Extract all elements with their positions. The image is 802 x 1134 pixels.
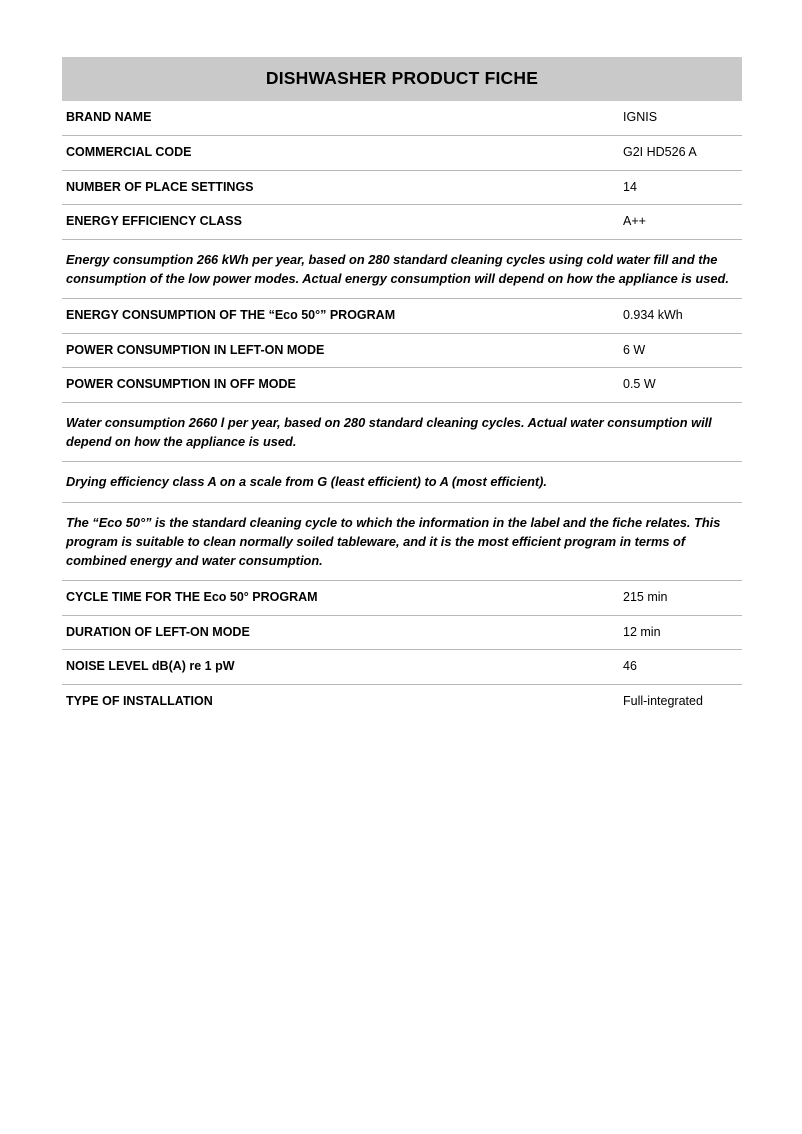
note-water-consumption: Water consumption 2660 l per year, based on 280 standard cleaning cycles. Actual water consumption will depend on how the appliance is used.	[62, 403, 742, 462]
page-title: DISHWASHER PRODUCT FICHE	[62, 57, 742, 101]
row-cycle-time-label: CYCLE TIME FOR THE Eco 50° PROGRAM	[66, 590, 318, 605]
row-noise-level	[62, 650, 742, 685]
row-commercial-code	[62, 136, 742, 171]
row-brand-name	[62, 101, 742, 136]
product-fiche-sheet	[62, 57, 742, 719]
note-drying-efficiency: Drying efficiency class A on a scale from G (least efficient) to A (most efficient).	[62, 462, 742, 502]
row-power-left-on-label: POWER CONSUMPTION IN LEFT-ON MODE	[66, 342, 325, 357]
row-energy-efficiency-class-label: ENERGY EFFICIENCY CLASS	[66, 214, 242, 229]
note-energy-consumption: Energy consumption 266 kWh per year, based on 280 standard cleaning cycles using cold water fill and the consumption of the low power modes. Actual energy consumption will depend on how the appliance is used.	[62, 240, 742, 299]
row-type-of-installation-value: Full-integrated	[623, 694, 703, 708]
row-type-of-installation-label: TYPE OF INSTALLATION	[66, 694, 213, 708]
row-brand-name-label: BRAND NAME	[66, 110, 152, 125]
row-power-left-on	[62, 334, 742, 369]
row-energy-consumption-eco50	[62, 299, 742, 334]
row-duration-left-on-value: 12 min	[623, 624, 661, 639]
row-cycle-time	[62, 581, 742, 616]
row-commercial-code-label: COMMERCIAL CODE	[66, 144, 192, 159]
fiche-body	[62, 101, 742, 718]
row-power-off-mode-value: 0.5 W	[623, 377, 656, 392]
row-energy-efficiency-class-value: A++	[623, 214, 646, 229]
row-power-off-mode-label: POWER CONSUMPTION IN OFF MODE	[66, 377, 296, 392]
row-place-settings-label: NUMBER OF PLACE SETTINGS	[66, 179, 254, 194]
note-eco50-description: The “Eco 50°” is the standard cleaning cycle to which the information in the label and the fiche relates. This program is suitable to clean normally soiled tableware, and it is the most efficient program in terms of combined energy and water consumption.	[62, 503, 742, 582]
row-duration-left-on	[62, 616, 742, 651]
row-power-off-mode	[62, 368, 742, 403]
row-energy-efficiency-class	[62, 205, 742, 240]
row-noise-level-label: NOISE LEVEL dB(A) re 1 pW	[66, 659, 235, 674]
row-commercial-code-value: G2I HD526 A	[623, 144, 697, 159]
row-place-settings-value: 14	[623, 179, 637, 194]
row-type-of-installation	[62, 685, 742, 719]
row-energy-consumption-eco50-value: 0.934 kWh	[623, 308, 683, 323]
row-duration-left-on-label: DURATION OF LEFT-ON MODE	[66, 624, 250, 639]
row-power-left-on-value: 6 W	[623, 342, 646, 357]
row-place-settings	[62, 171, 742, 206]
row-energy-consumption-eco50-label: ENERGY CONSUMPTION OF THE “Eco 50°” PROGRAM	[66, 308, 396, 323]
row-noise-level-value: 46	[623, 659, 637, 674]
row-cycle-time-value: 215 min	[623, 590, 668, 605]
row-brand-name-value: IGNIS	[623, 110, 658, 125]
